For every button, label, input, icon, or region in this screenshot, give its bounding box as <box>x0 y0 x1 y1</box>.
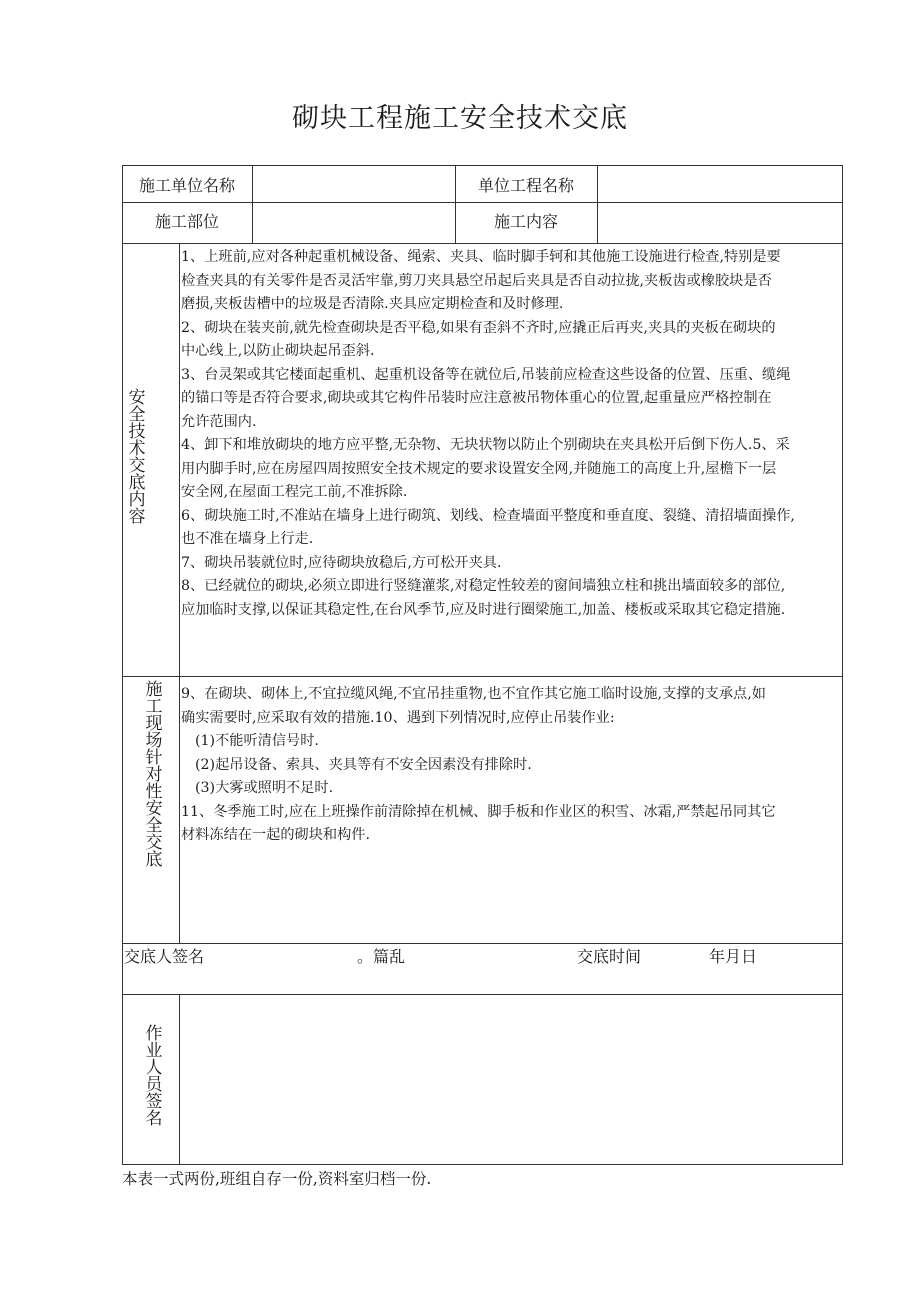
safety-line: 7、砌块吊装就位时,应待砌块放稳后,方可松开夹具. <box>181 554 502 571</box>
safety-line: 8、已经就位的砌块,必须立即进行竖缝灌浆,对稳定性较差的窗间墙独立柱和挑出墙面较多的部位, <box>181 578 786 594</box>
safety-line: 也不准在墙身上行走. <box>181 531 314 547</box>
safety-line: 应加临时支撑,以保证其稳定性,在台风季节,应及时进行圈梁施工,加盖、楼板或采取其它稳定措施. <box>181 601 786 618</box>
safety-line: 磨损,夹板齿槽中的垃圾是否清除.夹具应定期检查和及时修理. <box>181 296 564 312</box>
safety-line: 1、上班前,应对各种起重机械设备、绳索、夹具、临时脚手轲和其他施工设施进行检查,特别是要 <box>181 249 781 265</box>
signer-value[interactable]: 。篇乱 <box>357 947 406 966</box>
safety-section-label: 安全技术交底内容 <box>124 388 145 524</box>
site-line: 11、冬季施工时,应在上班操作前清除掉在机械、脚手板和作业区的积雪、冰霜,严禁起吊同其它 <box>181 803 776 820</box>
construction-unit-label: 施工单位名称 <box>138 176 235 195</box>
construction-content-label: 施工内容 <box>493 212 558 231</box>
safety-section-body <box>181 246 795 622</box>
construction-part-label: 施工部位 <box>154 212 219 231</box>
site-line: 确实需要时,应采取有效的措施.10、遇到下列情况时,应停止吊装作业: <box>181 709 615 726</box>
safety-line: 2、砌块在装夹前,就先检查砌块是否平稳,如果有歪斜不齐时,应撬正后再夹,夹具的夹板在砌块的 <box>181 319 776 336</box>
signer-label: 交底人签名 <box>124 947 205 966</box>
site-section-body <box>181 683 776 848</box>
site-line: (2)起吊设备、索具、夹具等有不安全因素没有排除时. <box>195 756 532 773</box>
safety-line: 的锚口等是否符合要求,砌块或其它构件吊装时应注意被吊物体重心的位置,起重量应严格控制在 <box>181 390 772 406</box>
safety-line: 3、台灵架或其它楼面起重机、起重机设备等在就位后,吊装前应检查这些设备的位置、压重、缆绳 <box>181 366 791 383</box>
safety-line: 检查夹具的有关零件是否灵活牢靠,剪刀夹具悬空吊起后夹具是否自动拉拢,夹板齿或橡胶块是否 <box>181 272 772 289</box>
workers-signature-label: 作业人员签名 <box>141 1024 162 1126</box>
site-section-label: 施工现场针对性安全交底 <box>141 680 162 867</box>
safety-line: 中心线上,以防止砌块起吊歪斜. <box>181 343 375 359</box>
document-title: 砌块工程施工安全技术交底 <box>292 103 628 134</box>
safety-line: 允许范围内. <box>181 413 257 430</box>
site-line: (1)不能听清信号时. <box>195 733 319 749</box>
safety-line: 用内脚手时,应在房屋四周按照安全技术规定的要求设置安全网,并随施工的高度上升,屋檐下一层 <box>181 460 777 477</box>
site-line: (3)大雾或照明不足时. <box>195 780 334 796</box>
project-name-label: 单位工程名称 <box>477 176 574 195</box>
safety-line: 安全网,在屋面工程完工前,不准拆除. <box>181 484 408 500</box>
handover-time-label: 交底时间 <box>577 947 642 966</box>
safety-line: 6、砌块施工时,不准站在墙身上进行砌筑、划线、检查墙面平整度和垂直度、裂缝、清招墙面操作, <box>181 507 795 524</box>
footer-note: 本表一式两份,班组自存一份,资料室归档一份. <box>122 1170 432 1188</box>
site-line: 9、在砌块、砌体上,不宜拉缆风绳,不宜吊挂重物,也不宜作其它施工临时设施,支撑的支承点,如 <box>181 686 766 702</box>
handover-time-value[interactable]: 年月日 <box>709 947 758 966</box>
site-line: 材料冻结在一起的砌块和构件. <box>181 827 370 843</box>
safety-line: 4、卸下和堆放砌块的地方应平整,无杂物、无块状物以防止个别砌块在夹具松开后倒下伤人.5、采 <box>181 437 790 453</box>
